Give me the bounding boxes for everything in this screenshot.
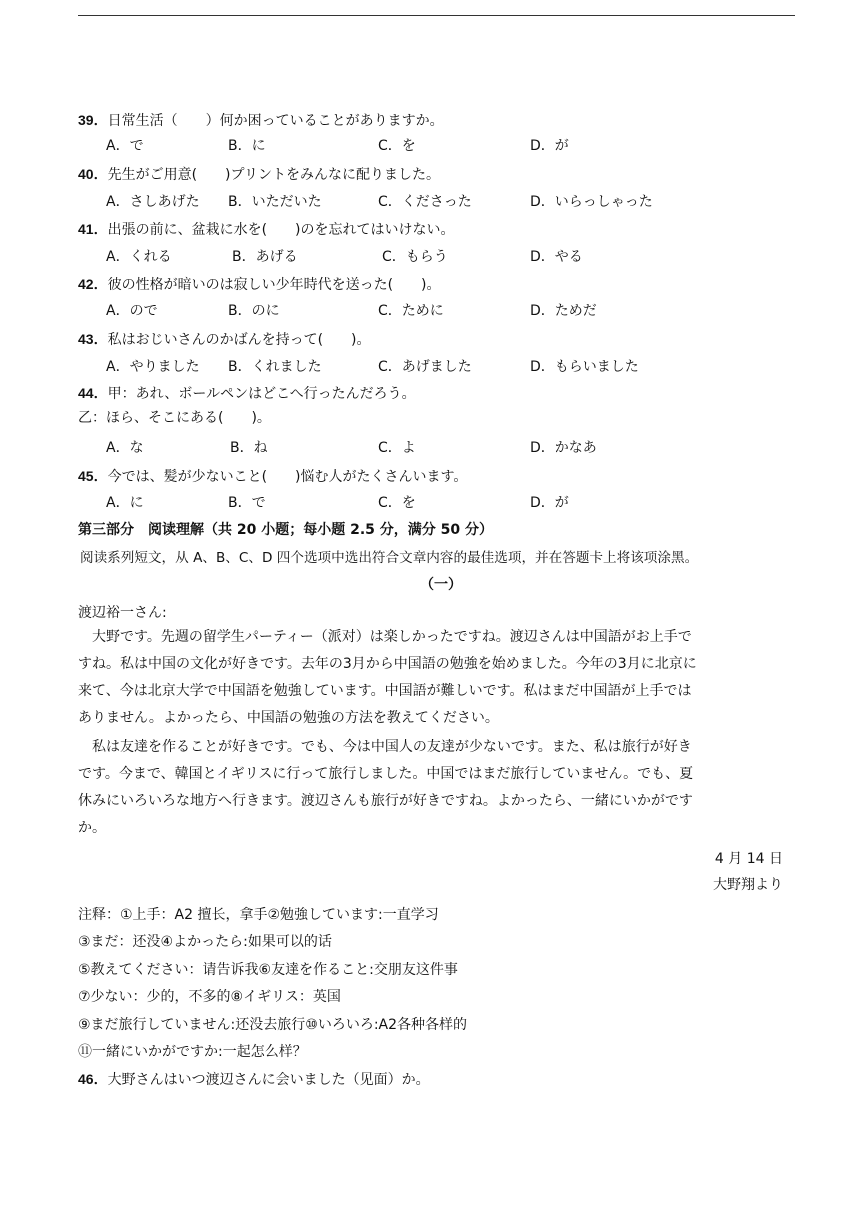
note-line: ⑪一緒にいかがですか:一起怎么样？	[78, 1044, 307, 1060]
question-43: 43．私はおじいさんのかばんを持って( )。	[78, 331, 371, 348]
top-rule	[78, 15, 795, 16]
question-44: 44．甲：あれ、ボールペンはどこへ行ったんだろう。	[78, 385, 416, 402]
option-d[interactable]: D．が	[530, 495, 569, 511]
option-a[interactable]: A．やりました	[106, 359, 200, 375]
letter-salutation: 渡辺裕一さん:	[78, 605, 167, 621]
option-d[interactable]: D．いらっしゃった	[530, 194, 653, 210]
option-b[interactable]: B．ね	[230, 440, 268, 456]
note-line: ⑦少ない：少的，不多的⑧イギリス：英国	[78, 989, 341, 1005]
paragraph-line: 大野です。先週の留学生パーティー（派对）は楽しかったですね。渡辺さんは中国語がお上手で	[78, 629, 692, 645]
note-line: ③まだ：还没④よかったら:如果可以的话	[78, 934, 332, 950]
option-b[interactable]: B．に	[228, 138, 266, 154]
option-b[interactable]: B．のに	[228, 303, 280, 319]
paragraph-line: 来て、今は北京大学で中国語を勉強しています。中国語が難しいです。私はまだ中国語が上手では	[78, 683, 692, 699]
option-c[interactable]: C．よ	[378, 440, 416, 456]
note-line: ⑨まだ旅行していません:还没去旅行⑩いろいろ:A2各种各样的	[78, 1017, 468, 1033]
note-line: 注释：①上手：A2 擅长，拿手②勉強しています:一直学习	[78, 907, 439, 923]
option-d[interactable]: D．やる	[530, 249, 583, 265]
question-44-line2: 乙：ほら、そこにある( )。	[78, 410, 271, 426]
letter-date: 4 月 14 日	[714, 851, 783, 867]
question-40: 40．先生がご用意( )プリントをみんなに配りました。	[78, 166, 440, 183]
question-41: 41．出張の前に、盆栽に水を( )のを忘れてはいけない。	[78, 221, 455, 238]
option-b[interactable]: B．で	[228, 495, 266, 511]
option-c[interactable]: C．を	[378, 138, 416, 154]
option-b[interactable]: B．くれました	[228, 359, 322, 375]
paragraph-line: ありません。よかったら、中国語の勉強の方法を教えてください。	[78, 710, 499, 726]
option-d[interactable]: D．ためだ	[530, 303, 597, 319]
note-line: ⑤教えてください：请告诉我⑥友達を作ること:交朋友这件事	[78, 962, 458, 978]
option-d[interactable]: D．が	[530, 138, 569, 154]
paragraph-line: 私は友達を作ることが好きです。でも、今は中国人の友達が少ないです。また、私は旅行が好き	[78, 739, 692, 755]
option-b[interactable]: B．あげる	[232, 249, 298, 265]
option-a[interactable]: A．で	[106, 138, 144, 154]
question-46: 46．大野さんはいつ渡辺さんに会いました（见面）か。	[78, 1071, 430, 1088]
question-39: 39．日常生活（ ）何か困っていることがありますか。	[78, 112, 444, 129]
option-d[interactable]: D．もらいました	[530, 359, 639, 375]
option-a[interactable]: A．に	[106, 495, 144, 511]
option-a[interactable]: A．くれる	[106, 249, 172, 265]
paragraph-line: か。	[78, 820, 106, 836]
paragraph-line: すね。私は中国の文化が好きです。去年の3月から中国語の勉強を始めました。今年の3月に北京に	[78, 656, 697, 672]
option-b[interactable]: B．いただいた	[228, 194, 322, 210]
letter-paragraph-1	[78, 624, 788, 732]
option-c[interactable]: C．ために	[378, 303, 444, 319]
section-title: 第三部分 阅读理解（共 20 小题；每小题 2.5 分，满分 50 分）	[78, 522, 494, 538]
option-d[interactable]: D．かなあ	[530, 440, 597, 456]
paragraph-line: です。今まで、韓国とイギリスに行って旅行しました。中国ではまだ旅行していません。でも、夏	[78, 766, 694, 782]
option-c[interactable]: C．くださった	[378, 194, 472, 210]
question-45: 45．今では、髪が少ないこと( )悩む人がたくさんいます。	[78, 468, 468, 485]
option-a[interactable]: A．な	[106, 440, 144, 456]
question-42: 42．彼の性格が暗いのは寂しい少年時代を送った( )。	[78, 276, 441, 293]
option-a[interactable]: A．さしあげた	[106, 194, 200, 210]
part-label: （一）	[420, 577, 462, 593]
paragraph-line: 休みにいろいろな地方へ行きます。渡辺さんも旅行が好きですね。よかったら、一緒にいかがです	[78, 793, 693, 809]
option-c[interactable]: C．を	[378, 495, 416, 511]
option-c[interactable]: C．あげました	[378, 359, 472, 375]
section-instruction: 阅读系列短文，从 A、B、C、D 四个选项中选出符合文章内容的最佳选项，并在答题卡上将该项涂黑。	[80, 550, 699, 566]
option-c[interactable]: C．もらう	[382, 249, 448, 265]
letter-signature: 大野翔より	[713, 877, 783, 893]
letter-paragraph-2	[78, 734, 788, 842]
option-a[interactable]: A．ので	[106, 303, 158, 319]
